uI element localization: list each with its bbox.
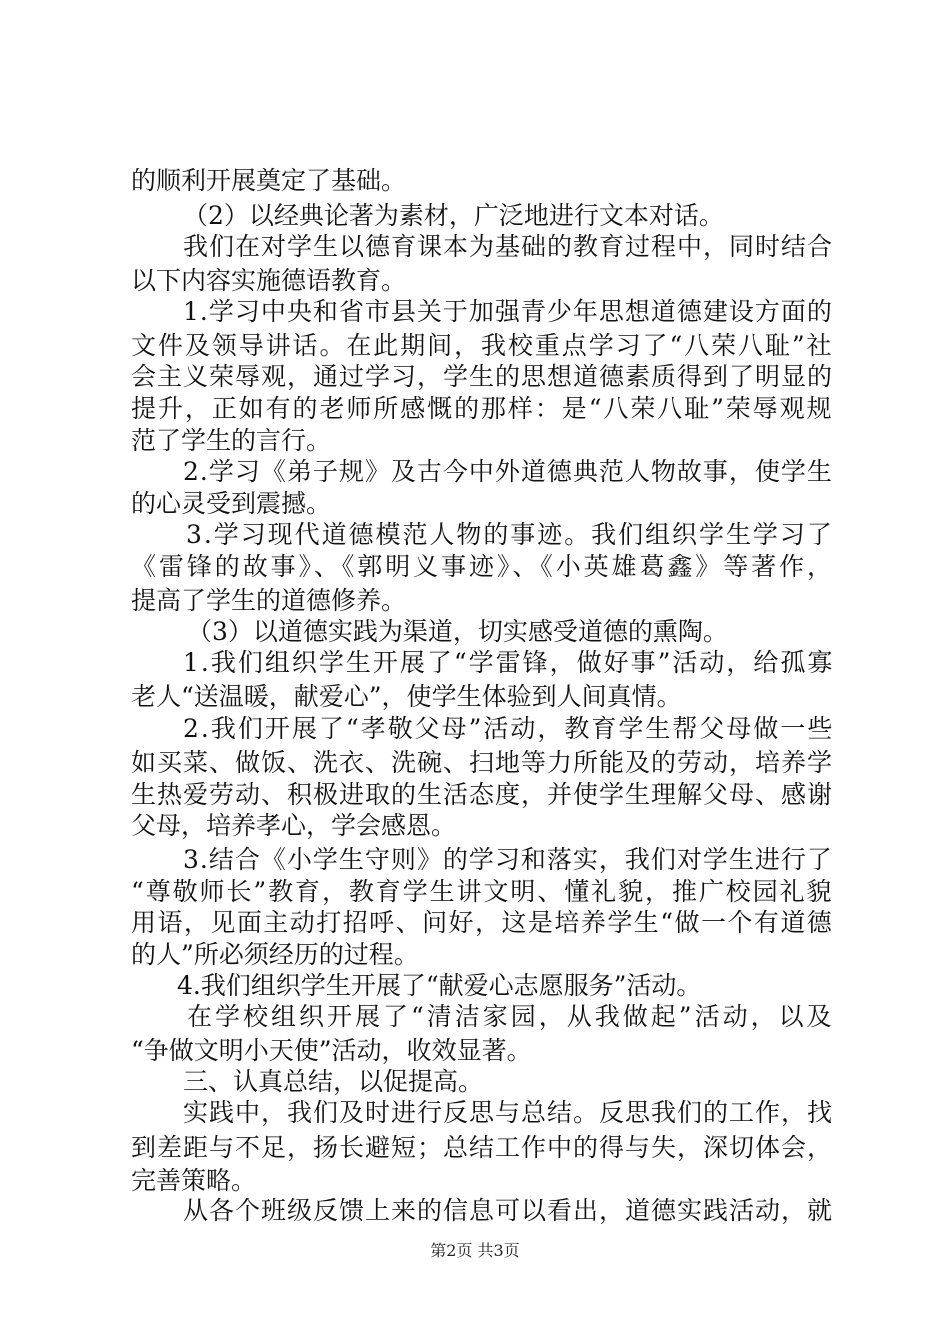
text-line: 2.我们开展了“孝敬父母”活动，教育学生帮父母做一些 [183, 714, 835, 743]
text-line: 生热爱劳动、积极进取的生活态度，并使学生理解父母、感谢 [131, 780, 834, 809]
text-line: 父母，培养孝心，学会感恩。 [131, 811, 457, 840]
text-line: 1.我们组织学生开展了“学雷锋，做好事”活动，给孤寡 [183, 648, 835, 677]
text-line: 我们在对学生以德育课本为基础的教育过程中，同时结合 [183, 232, 834, 261]
text-line: “争做文明小天使”活动，收效显著。 [131, 1036, 532, 1065]
text-line: 用语，见面主动打招呼、问好，这是培养学生“做一个有道德 [131, 908, 834, 937]
text-line: 完善策略。 [131, 1166, 257, 1195]
text-line: “尊敬师长”教育，教育学生讲文明、懂礼貌，推广校园礼貌 [131, 877, 834, 906]
text-line: 如买菜、做饭、洗衣、洗碗、扫地等力所能及的劳动，培养学 [131, 748, 834, 777]
page-footer: 第2页 共3页 [430, 1241, 520, 1260]
text-line: 范了学生的言行。 [131, 426, 332, 455]
text-line: 以下内容实施德语教育。 [131, 266, 407, 295]
text-line: 3.结合《小学生守则》的学习和落实，我们对学生进行了 [183, 845, 833, 874]
text-line: 《雷锋的故事》、《郭明义事迹》、《小英雄葛鑫》等著作， [131, 552, 835, 581]
text-line: 到差距与不足，扬长避短；总结工作中的得与失，深切体会， [131, 1133, 834, 1162]
text-line: 文件及领导讲话。在此期间，我校重点学习了“八荣八耻”社 [131, 331, 834, 360]
text-line: 提升，正如有的老师所感慨的那样：是“八荣八耻”荣辱观规 [131, 394, 834, 423]
text-line: 在学校组织开展了“清洁家园，从我做起”活动，以及 [187, 1002, 835, 1031]
text-line: 会主义荣辱观，通过学习，学生的思想道德素质得到了明显的 [131, 362, 834, 391]
text-line: 实践中，我们及时进行反思与总结。反思我们的工作，找 [183, 1098, 834, 1127]
text-line: 1.学习中央和省市县关于加强青少年思想道德建设方面的 [183, 297, 833, 326]
text-line: 的人”所必须经历的过程。 [131, 940, 419, 969]
text-line: 提高了学生的道德修养。 [131, 586, 407, 615]
text-line: （2）以经典论著为素材，广泛地进行文本对话。 [183, 201, 724, 230]
text-line: 2.学习《弟子规》及古今中外道德典范人物故事，使学生 [183, 457, 833, 486]
text-line: 的顺利开展奠定了基础。 [131, 166, 407, 195]
text-line: 从各个班级反馈上来的信息可以看出，道德实践活动，就 [183, 1196, 834, 1225]
text-line: 三、认真总结，以促提高。 [183, 1067, 484, 1096]
text-line: 的心灵受到震撼。 [131, 489, 332, 518]
text-line: （3）以道德实践为渠道，切实感受道德的熏陶。 [187, 617, 728, 646]
text-line: 老人“送温暖，献爱心”，使学生体验到人间真情。 [131, 682, 682, 711]
text-line: 3.学习现代道德模范人物的事迹。我们组织学生学习了 [186, 520, 834, 549]
text-line: 4.我们组织学生开展了“献爱心志愿服务”活动。 [177, 971, 702, 1000]
